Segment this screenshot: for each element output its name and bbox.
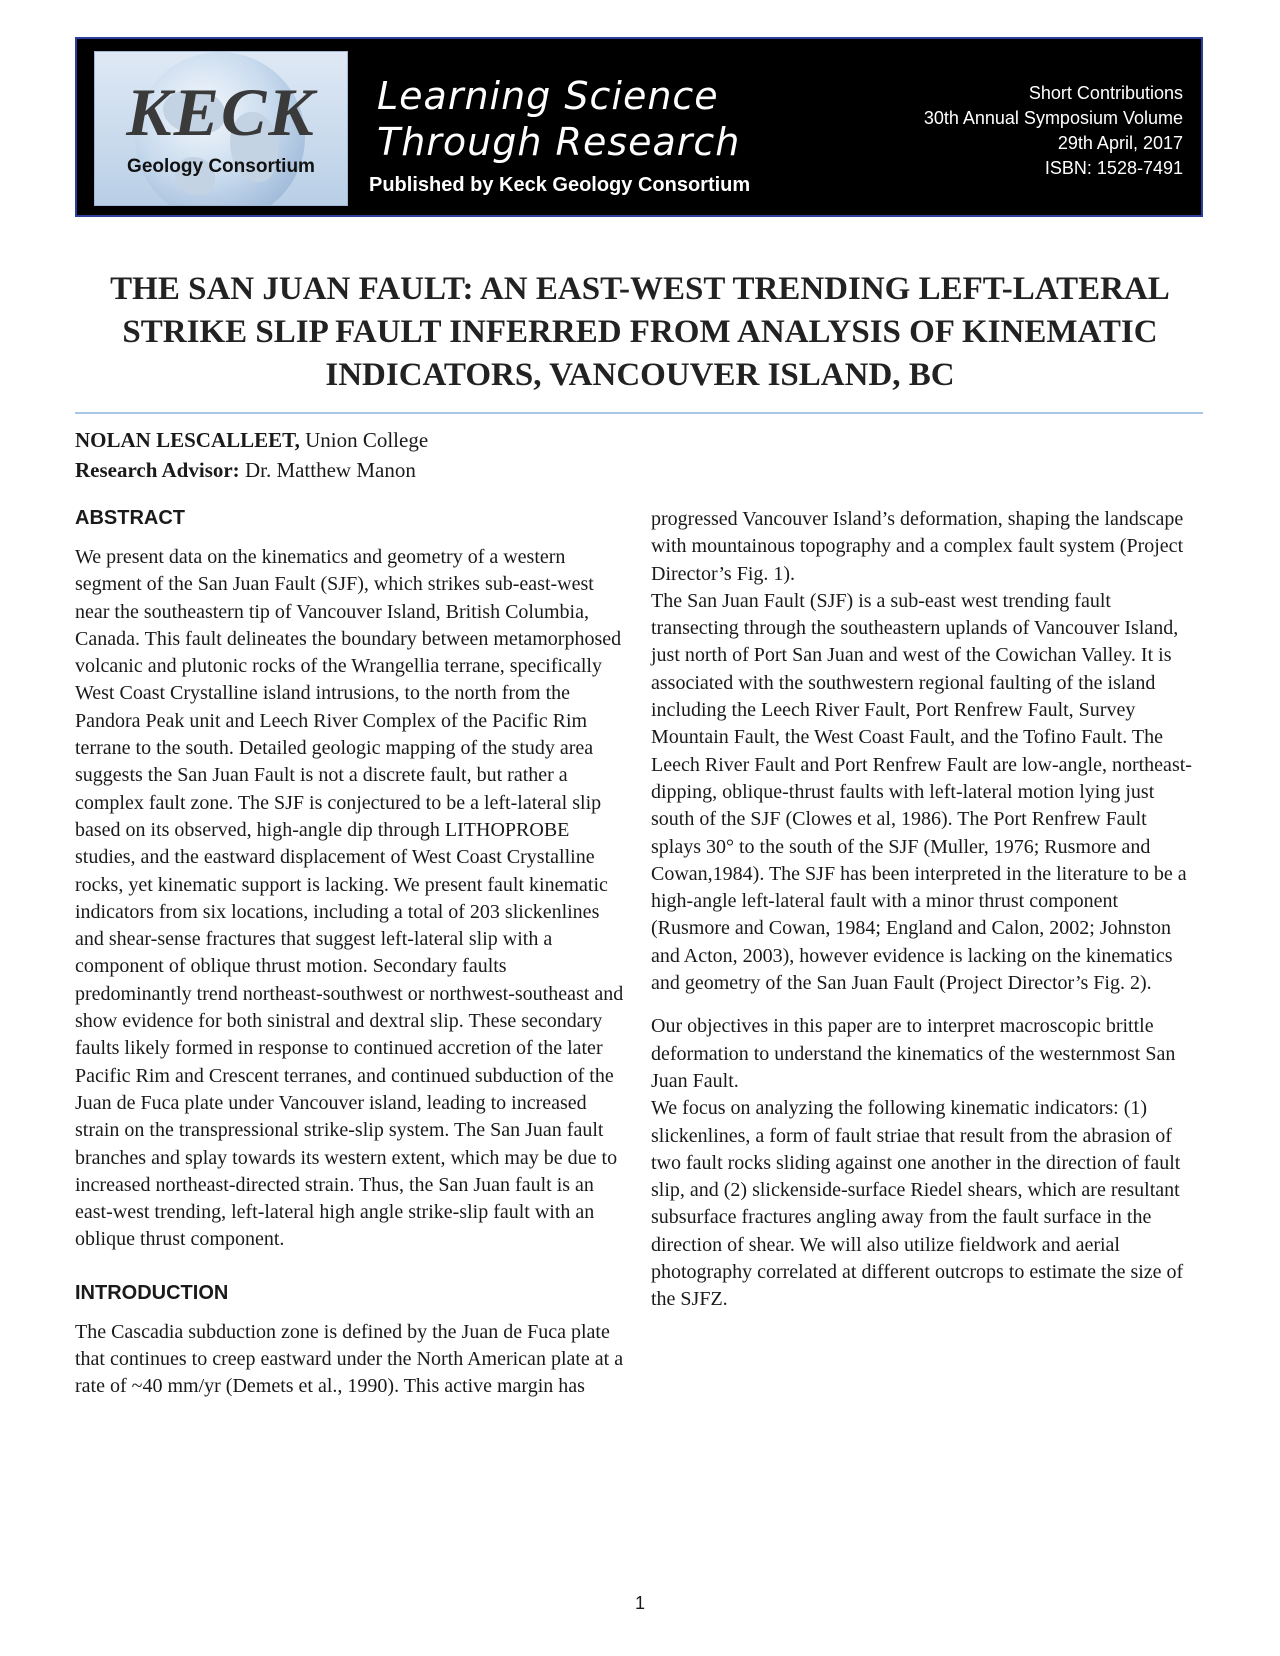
volume-info-isbn: ISBN: 1528-7491: [1044, 158, 1183, 178]
advisor-line: [75, 455, 428, 485]
volume-info-symposium: 30th Annual Symposium Volume: [923, 108, 1183, 128]
logo-subtitle: Geology Consortium: [127, 156, 315, 177]
volume-info-type: Short Contributions: [1028, 83, 1183, 103]
volume-info-date: 29th April, 2017: [1057, 133, 1183, 153]
introduction-paragraph-1: The Cascadia subduction zone is defined by the Juan de Fuca plate that continues to creep eastward under the North American plate at a rate of ~40 mm/yr (Demets et al., 1990). This active margin has: [75, 1320, 624, 1398]
author-block: [75, 425, 428, 485]
volume-info: [924, 81, 1183, 181]
introduction-paragraph-1-continued: progressed Vancouver Island’s deformation, shaping the landscape with mountainous topography and a complex fault system (Project Director’s Fig. 1).: [651, 508, 1184, 585]
header-banner: [75, 37, 1203, 217]
page-number: 1: [634, 1593, 645, 1613]
advisor-label: Research Advisor:: [75, 458, 240, 482]
tagline-line-2: Through Research: [377, 120, 741, 164]
author-affiliation: Union College: [299, 428, 429, 452]
author-name: NOLAN LESCALLEET,: [75, 428, 300, 452]
left-column: [75, 503, 625, 1401]
right-column: [651, 506, 1201, 1314]
title-divider: [75, 412, 1203, 414]
abstract-text: We present data on the kinematics and geometry of a western segment of the San Juan Fault (SJF), which strikes sub-east-west near the southeastern tip of Vancouver Island, British Columbia, Canada. This fault delineates the boundary between metamorphosed volcanic and plutonic rocks of the Wrangellia terrane, specifically West Coast Crystalline island intrusions, to the north from the Pandora Peak unit and Leech River Complex of the Pacific Rim terrane to the south. Detailed geologic mapping of the study area suggests the San Juan Fault is not a discrete fault, but rather a complex fault zone. The SJF is conjectured to be a left-lateral slip based on its observed, high-angle dip through LITHOPROBE studies, and the eastward displacement of West Coast Crystalline rocks, yet kinematic support is lacking. We present fault kinematic indicators from six locations, including a total of 203 slickenlines and shear-sense fractures that suggest left-lateral slip with a component of oblique thrust motion. Secondary faults predominantly trend northeast-southwest or northwest-southeast and show evidence for both sinistral and dextral slip. These secondary faults likely formed in response to continued accretion of the later Pacific Rim and Crescent terranes, and continued subduction of the Juan de Fuca plate under Vancouver island, leading to increased strain on the transpressional strike-slip system. The San Juan fault branches and splay towards its western extent, which may be due to increased northeast-directed strain. Thus, the San Juan fault is an east-west trending, left-lateral high angle strike-slip fault with an oblique thrust component.: [75, 546, 624, 1251]
tagline: [377, 73, 740, 165]
introduction-paragraph-4: We focus on analyzing the following kinematic indicators: (1) slickenlines, a form of fault striae that result from the abrasion of two fault rocks sliding against one another in the direction of fault slip, and (2) slickenside-surface Riedel shears, which are resultant subsurface fractures angling away from the fault surface in the direction of shear. We will also utilize fieldwork and aerial photography correlated at different outcrops to estimate the size of the SJFZ.: [651, 1097, 1184, 1311]
introduction-paragraph-3: Our objectives in this paper are to interpret macroscopic brittle deformation to understand the kinematics of the westernmost San Juan Fault.: [651, 1015, 1176, 1092]
publisher-line: Published by Keck Geology Consortium: [369, 174, 751, 196]
introduction-paragraph-2: The San Juan Fault (SJF) is a sub-east west trending fault transecting through the southeastern uplands of Vancouver Island, just north of Port San Juan and west of the Cowichan Valley. It is associated with the southwestern regional faulting of the island including the Leech River Fault, Port Renfrew Fault, Survey Mountain Fault, the West Coast Fault, and the Tofino Fault. The Leech River Fault and Port Renfrew Fault are low-angle, northeast-dipping, oblique-thrust faults with left-lateral motion lying just south of the SJF (Clowes et al, 1986). The Port Renfrew Fault splays 30° to the south of the SJF (Muller, 1976; Rusmore and Cowan,1984). The SJF has been interpreted in the literature to be a high-angle left-lateral fault with a minor thrust component (Rusmore and Cowan, 1984; England and Calon, 2002; Johnston and Acton, 2003), however evidence is lacking on the kinematics and geometry of the San Juan Fault (Project Director’s Fig. 2).: [651, 589, 1192, 995]
tagline-line-1: Learning Science: [377, 74, 719, 118]
advisor-name: Dr. Matthew Manon: [239, 458, 416, 482]
abstract-heading: ABSTRACT: [75, 507, 185, 529]
author-line: [75, 425, 428, 455]
paper-title: THE SAN JUAN FAULT: AN EAST-WEST TRENDING LEFT-LATERAL STRIKE SLIP FAULT INFERRED FROM ANALYSIS OF KINEMATIC INDICATORS, VANCOUVER ISLAND, BC: [110, 271, 1170, 393]
logo-wordmark: KECK: [126, 74, 316, 150]
introduction-heading: INTRODUCTION: [75, 1281, 229, 1304]
keck-logo: [94, 51, 348, 206]
